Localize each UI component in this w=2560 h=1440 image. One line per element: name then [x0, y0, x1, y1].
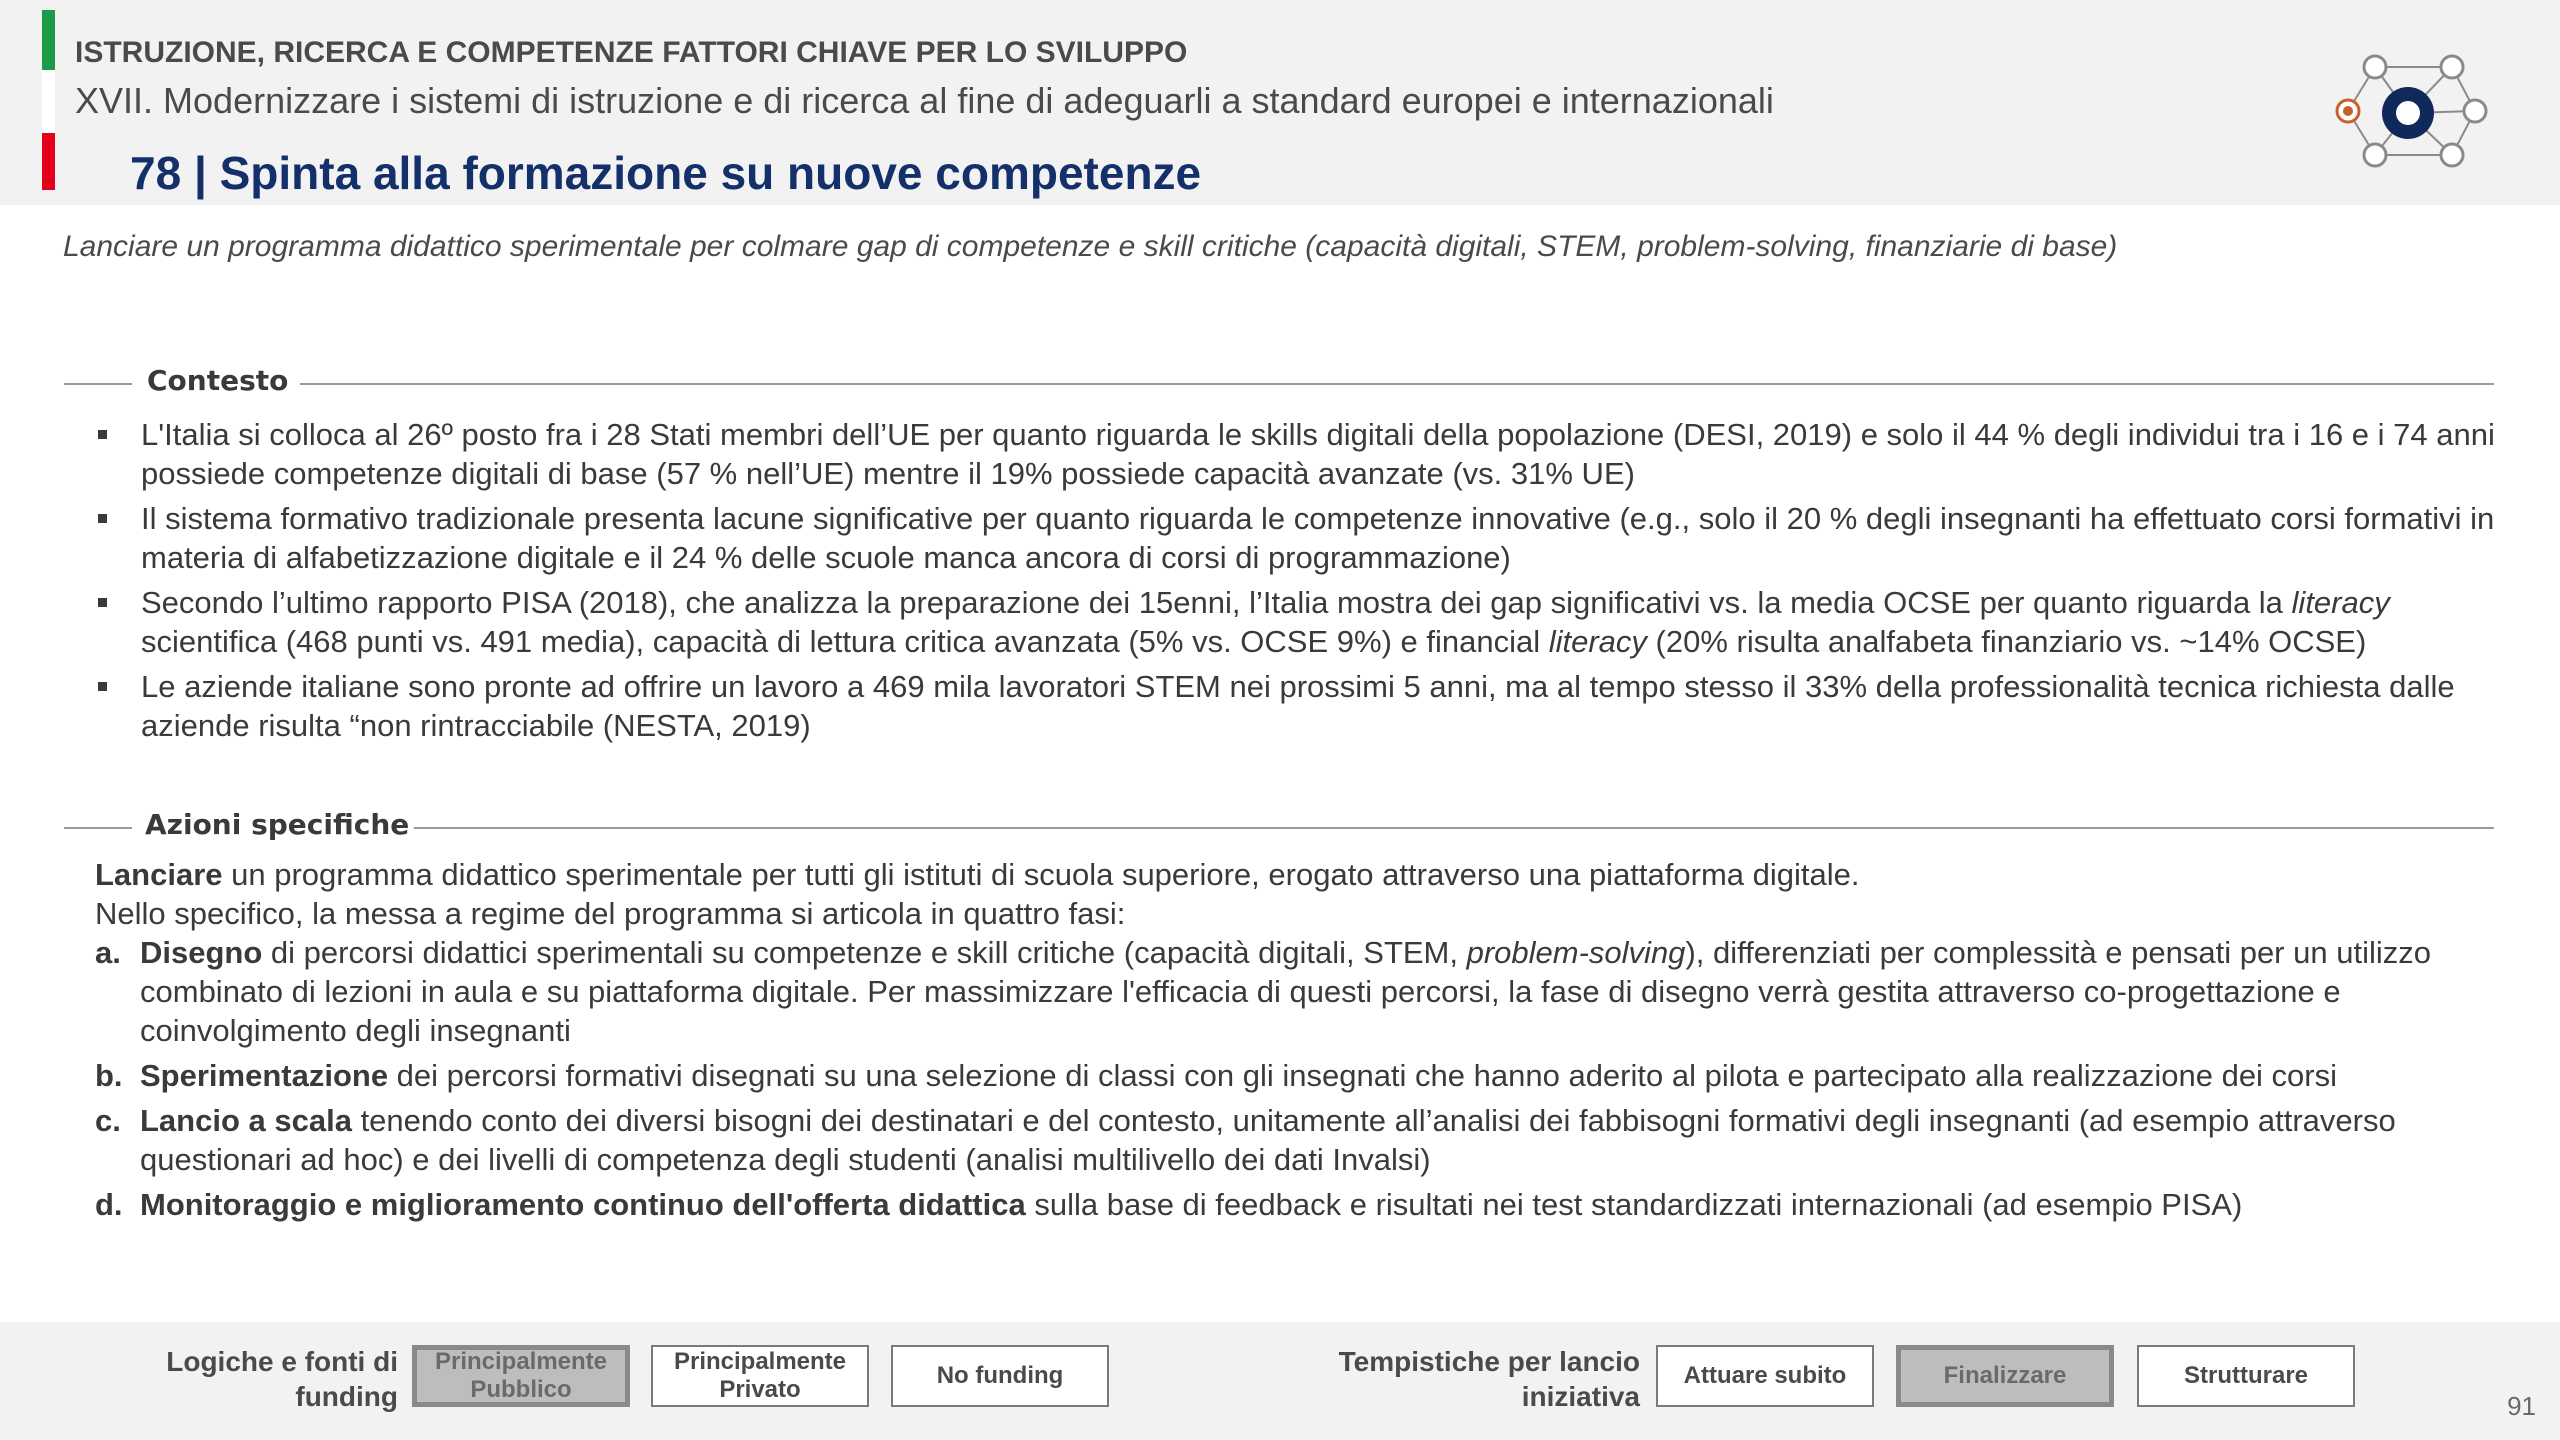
azioni-intro-line2: Nello specifico, la messa a regime del programma si articola in quattro fasi:: [95, 896, 1126, 931]
flag-green-stripe: [42, 10, 55, 70]
azioni-divider: [64, 808, 2494, 848]
contesto-divider: [64, 364, 2494, 404]
azioni-label: Azioni specifiche: [145, 808, 410, 841]
contesto-list: [95, 415, 2495, 751]
list-item: L'Italia si colloca al 26º posto fra i 28 Stati membri dell’UE per quanto riguarda le skills digitali della popolazione (DESI, 2019) e solo il 44 % degli individui tra i 16 e i 74 anni possiede competenze digitali di base (57 % nell’UE) mentre il 19% possiede capacità avanzate (vs. 31% UE): [95, 415, 2495, 493]
footer-band: [0, 1322, 2560, 1440]
list-item: a. Disegno di percorsi didattici sperimentali su competenze e skill critiche (capacità digitali, STEM, problem-solving), differenziati per complessità e pensati per un utilizzo combinato di lezioni in aula e su piattaforma digitale. Per massimizzare l'efficacia di questi percorsi, la fase di disegno verrà gestita attraverso co-progettazione e coinvolgimento degli insegnanti: [95, 935, 2431, 1048]
timing-option-strutturare: Strutturare: [2137, 1345, 2355, 1407]
flag-red-stripe: [42, 133, 55, 190]
funding-label: Logiche e fonti di funding: [166, 1346, 398, 1412]
list-item: Secondo l’ultimo rapporto PISA (2018), che analizza la preparazione dei 15enni, l’Italia mostra dei gap significativi vs. la media OCSE per quanto riguarda la literacy scientifica (468 punti vs. 491 media), capacità di lettura critica avanzata (5% vs. OCSE 9%) e financial literacy (20% risulta analfabeta finanziario vs. ~14% OCSE): [95, 583, 2495, 661]
section-heading: ISTRUZIONE, RICERCA E COMPETENZE FATTORI CHIAVE PER LO SVILUPPO: [75, 36, 1188, 69]
timing-option-finalizzare: Finalizzare: [1896, 1345, 2114, 1407]
azioni-body: [95, 855, 2505, 1230]
page-subtitle: Lanciare un programma didattico sperimentale per colmare gap di competenze e skill critiche (capacità digitali, STEM, problem-solving, finanziarie di base): [63, 230, 2118, 263]
chapter-heading: XVII. Modernizzare i sistemi di istruzione e di ricerca al fine di adeguarli a standard europei e internazionali: [75, 80, 1774, 121]
azioni-intro: Lanciare un programma didattico sperimentale per tutti gli istituti di scuola superiore, erogato attraverso una piattaforma digitale.: [95, 857, 1860, 892]
funding-option-privato: Principalmente Privato: [651, 1345, 869, 1407]
list-item: d. Monitoraggio e miglioramento continuo dell'offerta didattica sulla base di feedback e risultati nei test standardizzati internazionali (ad esempio PISA): [95, 1187, 2243, 1222]
list-item: Il sistema formativo tradizionale presenta lacune significative per quanto riguarda le competenze innovative (e.g., solo il 20 % degli insegnanti ha effettuato corsi formativi in materia di alfabetizzazione digitale e il 24 % delle scuole manca ancora di corsi di programmazione): [95, 499, 2495, 577]
phase-list: [95, 933, 2505, 1224]
funding-option-no-funding: No funding: [891, 1345, 1109, 1407]
flag-white-stripe: [42, 70, 55, 133]
page-number: 91: [2507, 1391, 2536, 1421]
list-item: c. Lancio a scala tenendo conto dei diversi bisogni dei destinatari e del contesto, unitamente all’analisi dei fabbisogni formativi degli insegnanti (ad esempio attraverso questionari ad hoc) e dei livelli di competenza degli studenti (analisi multilivello dei dati Invalsi): [95, 1103, 2396, 1177]
list-item: Le aziende italiane sono pronte ad offrire un lavoro a 469 mila lavoratori STEM nei prossimi 5 anni, ma al tempo stesso il 33% della professionalità tecnica richiesta dalle aziende risulta “non rintracciabile (NESTA, 2019): [95, 667, 2495, 745]
timing-option-attuare-subito: Attuare subito: [1656, 1345, 1874, 1407]
contesto-label: Contesto: [147, 364, 289, 397]
funding-option-pubblico: Principalmente Pubblico: [412, 1345, 630, 1407]
network-logo-icon: [2330, 45, 2490, 180]
list-item: b. Sperimentazione dei percorsi formativi disegnati su una selezione di classi con gli insegnati che hanno aderito al pilota e partecipato alla realizzazione dei corsi: [95, 1058, 2338, 1093]
timing-label: Tempistiche per lancio iniziativa: [1338, 1346, 1640, 1412]
page-title: 78 | Spinta alla formazione su nuove competenze: [130, 147, 1202, 199]
